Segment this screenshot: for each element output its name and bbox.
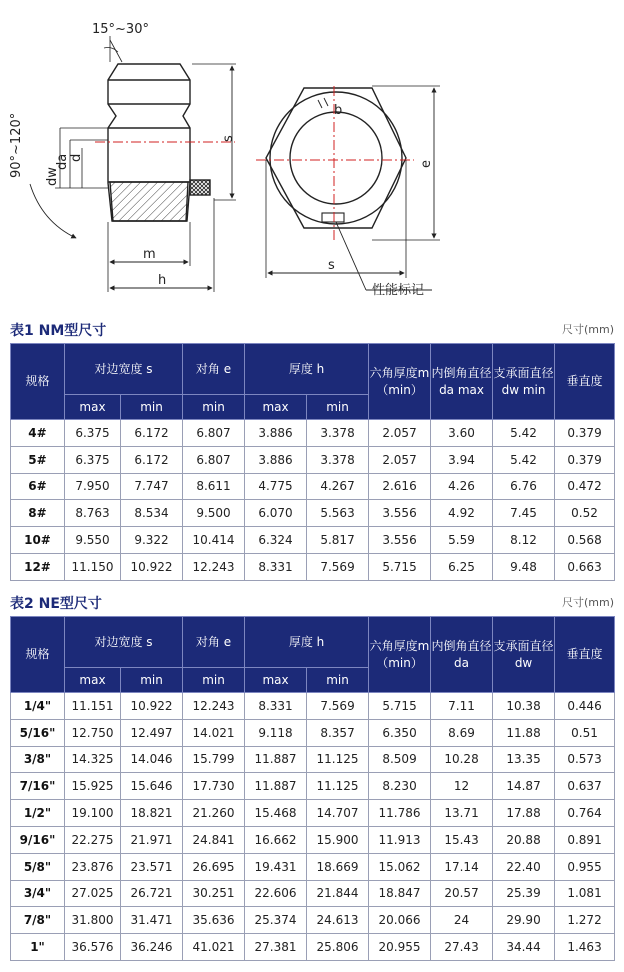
value-cell: 0.472 [555, 473, 615, 500]
value-cell: 10.922 [121, 553, 183, 580]
dim-d-label: d [69, 153, 84, 162]
table2-title-row [10, 591, 614, 613]
value-cell: 9.118 [245, 719, 307, 746]
value-cell: 5.817 [307, 527, 369, 554]
table1-title: 表1 NM型尺寸 [10, 323, 107, 339]
table-row [11, 907, 615, 934]
value-cell: 5.42 [493, 420, 555, 447]
value-cell: 4.26 [431, 473, 493, 500]
col-h: 厚度 h [245, 344, 369, 395]
value-cell: 3.378 [307, 446, 369, 473]
value-cell: 0.663 [555, 553, 615, 580]
value-cell: 15.468 [245, 800, 307, 827]
value-cell: 25.374 [245, 907, 307, 934]
value-cell: 15.646 [121, 773, 183, 800]
value-cell: 8.69 [431, 719, 493, 746]
value-cell: 10.38 [493, 693, 555, 720]
col-h: 厚度 h [245, 617, 369, 668]
value-cell: 0.568 [555, 527, 615, 554]
col-s: 对边宽度 s [65, 344, 183, 395]
value-cell: 9.500 [183, 500, 245, 527]
value-cell: 7.45 [493, 500, 555, 527]
col-e-min: min [183, 668, 245, 693]
col-s: 对边宽度 s [65, 617, 183, 668]
table-row [11, 500, 615, 527]
hatched-section [110, 182, 188, 221]
value-cell: 20.955 [369, 934, 431, 961]
value-cell: 5.563 [307, 500, 369, 527]
value-cell: 14.046 [121, 746, 183, 773]
value-cell: 11.150 [65, 553, 121, 580]
value-cell: 11.786 [369, 800, 431, 827]
value-cell: 6.807 [183, 420, 245, 447]
value-cell: 27.381 [245, 934, 307, 961]
value-cell: 0.51 [555, 719, 615, 746]
value-cell: 41.021 [183, 934, 245, 961]
value-cell: 3.886 [245, 420, 307, 447]
value-cell: 8.331 [245, 693, 307, 720]
table1-unit: 尺寸(mm) [561, 323, 614, 336]
value-cell: 15.925 [65, 773, 121, 800]
value-cell: 9.322 [121, 527, 183, 554]
value-cell: 4.92 [431, 500, 493, 527]
value-cell: 3.556 [369, 500, 431, 527]
value-cell: 22.606 [245, 880, 307, 907]
value-cell: 7.569 [307, 553, 369, 580]
dim-da-label: da [55, 153, 70, 170]
value-cell: 11.887 [245, 746, 307, 773]
value-cell: 8.509 [369, 746, 431, 773]
value-cell: 5.59 [431, 527, 493, 554]
table-row [11, 773, 615, 800]
value-cell: 2.616 [369, 473, 431, 500]
value-cell: 15.062 [369, 853, 431, 880]
value-cell: 17.88 [493, 800, 555, 827]
col-dw: 支承面直径dw [493, 617, 555, 693]
col-perp: 垂直度 [555, 617, 615, 693]
value-cell: 3.378 [307, 420, 369, 447]
angle-top-label: 15°~30° [92, 22, 149, 37]
table-row [11, 420, 615, 447]
value-cell: 6.350 [369, 719, 431, 746]
value-cell: 25.806 [307, 934, 369, 961]
value-cell: 0.52 [555, 500, 615, 527]
spec-cell: 3/4" [11, 880, 65, 907]
value-cell: 8.331 [245, 553, 307, 580]
value-cell: 14.021 [183, 719, 245, 746]
value-cell: 7.11 [431, 693, 493, 720]
value-cell: 12.750 [65, 719, 121, 746]
col-h-min: min [307, 395, 369, 420]
col-s-min: min [121, 668, 183, 693]
value-cell: 12.243 [183, 693, 245, 720]
value-cell: 18.821 [121, 800, 183, 827]
value-cell: 0.764 [555, 800, 615, 827]
spec-cell: 5/16" [11, 719, 65, 746]
value-cell: 11.151 [65, 693, 121, 720]
value-cell: 1.463 [555, 934, 615, 961]
value-cell: 30.251 [183, 880, 245, 907]
col-da: 内倒角直径da max [431, 344, 493, 420]
value-cell: 24.841 [183, 826, 245, 853]
value-cell: 10.922 [121, 693, 183, 720]
value-cell: 11.913 [369, 826, 431, 853]
nut-technical-drawing [0, 0, 624, 305]
value-cell: 26.695 [183, 853, 245, 880]
dim-s-front-label: s [328, 258, 335, 273]
value-cell: 4.775 [245, 473, 307, 500]
value-cell: 11.125 [307, 773, 369, 800]
value-cell: 9.550 [65, 527, 121, 554]
value-cell: 0.637 [555, 773, 615, 800]
value-cell: 6.25 [431, 553, 493, 580]
spec-cell: 5# [11, 446, 65, 473]
dim-m-label: m [143, 247, 156, 262]
value-cell: 3.556 [369, 527, 431, 554]
value-cell: 23.876 [65, 853, 121, 880]
angle-side-label: 90°~120° [9, 112, 24, 178]
table-row [11, 800, 615, 827]
value-cell: 15.799 [183, 746, 245, 773]
value-cell: 5.715 [369, 693, 431, 720]
value-cell: 0.379 [555, 446, 615, 473]
value-cell: 12.243 [183, 553, 245, 580]
table-row [11, 746, 615, 773]
value-cell: 15.900 [307, 826, 369, 853]
nylon-insert [190, 180, 210, 195]
table-row [11, 934, 615, 961]
value-cell: 21.971 [121, 826, 183, 853]
value-cell: 8.12 [493, 527, 555, 554]
value-cell: 10.414 [183, 527, 245, 554]
value-cell: 12 [431, 773, 493, 800]
spec-cell: 6# [11, 473, 65, 500]
spec-cell: 4# [11, 420, 65, 447]
value-cell: 35.636 [183, 907, 245, 934]
value-cell: 3.886 [245, 446, 307, 473]
value-cell: 8.763 [65, 500, 121, 527]
value-cell: 6.172 [121, 446, 183, 473]
value-cell: 6.76 [493, 473, 555, 500]
value-cell: 14.325 [65, 746, 121, 773]
col-spec: 规格 [11, 617, 65, 693]
col-dw: 支承面直径dw min [493, 344, 555, 420]
col-e-min: min [183, 395, 245, 420]
spec-cell: 9/16" [11, 826, 65, 853]
value-cell: 6.324 [245, 527, 307, 554]
dim-s-side-label: s [221, 135, 236, 142]
value-cell: 3.94 [431, 446, 493, 473]
value-cell: 0.891 [555, 826, 615, 853]
table1-title-row [10, 318, 614, 340]
table-row [11, 446, 615, 473]
table2-title: 表2 NE型尺寸 [10, 596, 102, 612]
value-cell: 8.534 [121, 500, 183, 527]
value-cell: 6.375 [65, 446, 121, 473]
value-cell: 11.88 [493, 719, 555, 746]
col-h-max: max [245, 668, 307, 693]
value-cell: 14.87 [493, 773, 555, 800]
table-row [11, 553, 615, 580]
value-cell: 18.847 [369, 880, 431, 907]
value-cell: 11.887 [245, 773, 307, 800]
col-perp: 垂直度 [555, 344, 615, 420]
value-cell: 4.267 [307, 473, 369, 500]
value-cell: 7.569 [307, 693, 369, 720]
value-cell: 2.057 [369, 420, 431, 447]
value-cell: 17.14 [431, 853, 493, 880]
col-e: 对角 e [183, 344, 245, 395]
value-cell: 13.35 [493, 746, 555, 773]
value-cell: 20.57 [431, 880, 493, 907]
spec-cell: 3/8" [11, 746, 65, 773]
col-s-max: max [65, 668, 121, 693]
spec-cell: 1/2" [11, 800, 65, 827]
value-cell: 3.60 [431, 420, 493, 447]
value-cell: 6.375 [65, 420, 121, 447]
table-row [11, 473, 615, 500]
value-cell: 20.88 [493, 826, 555, 853]
table2-ne-dimensions [10, 616, 615, 961]
value-cell: 21.260 [183, 800, 245, 827]
dim-e-label: e [419, 160, 434, 168]
col-s-min: min [121, 395, 183, 420]
value-cell: 5.715 [369, 553, 431, 580]
value-cell: 5.42 [493, 446, 555, 473]
value-cell: 13.71 [431, 800, 493, 827]
value-cell: 11.125 [307, 746, 369, 773]
value-cell: 12.497 [121, 719, 183, 746]
spec-cell: 12# [11, 553, 65, 580]
value-cell: 24 [431, 907, 493, 934]
spec-cell: 8# [11, 500, 65, 527]
col-da: 内倒角直径da [431, 617, 493, 693]
table-row [11, 826, 615, 853]
value-cell: 36.576 [65, 934, 121, 961]
value-cell: 26.721 [121, 880, 183, 907]
col-m: 六角厚度m（min） [369, 344, 431, 420]
value-cell: 0.379 [555, 420, 615, 447]
table-row [11, 693, 615, 720]
dim-b-label: b [334, 103, 343, 118]
value-cell: 17.730 [183, 773, 245, 800]
value-cell: 7.950 [65, 473, 121, 500]
dim-h-label: h [158, 273, 167, 288]
value-cell: 2.057 [369, 446, 431, 473]
col-h-max: max [245, 395, 307, 420]
marking-label: 性能标记 [372, 283, 425, 298]
table1-body [11, 420, 615, 581]
col-s-max: max [65, 395, 121, 420]
value-cell: 20.066 [369, 907, 431, 934]
table-row [11, 719, 615, 746]
value-cell: 15.43 [431, 826, 493, 853]
value-cell: 24.613 [307, 907, 369, 934]
value-cell: 10.28 [431, 746, 493, 773]
value-cell: 1.272 [555, 907, 615, 934]
value-cell: 19.100 [65, 800, 121, 827]
spec-cell: 7/16" [11, 773, 65, 800]
value-cell: 27.43 [431, 934, 493, 961]
value-cell: 1.081 [555, 880, 615, 907]
value-cell: 19.431 [245, 853, 307, 880]
value-cell: 25.39 [493, 880, 555, 907]
spec-cell: 10# [11, 527, 65, 554]
value-cell: 27.025 [65, 880, 121, 907]
value-cell: 6.172 [121, 420, 183, 447]
value-cell: 18.669 [307, 853, 369, 880]
value-cell: 0.573 [555, 746, 615, 773]
spec-cell: 1" [11, 934, 65, 961]
col-e: 对角 e [183, 617, 245, 668]
value-cell: 8.611 [183, 473, 245, 500]
value-cell: 14.707 [307, 800, 369, 827]
value-cell: 7.747 [121, 473, 183, 500]
table1-nm-dimensions [10, 343, 615, 581]
col-spec: 规格 [11, 344, 65, 420]
table2-body [11, 693, 615, 961]
col-m: 六角厚度m（min） [369, 617, 431, 693]
dim-dw-label: dw [45, 167, 60, 186]
value-cell: 29.90 [493, 907, 555, 934]
value-cell: 36.246 [121, 934, 183, 961]
value-cell: 21.844 [307, 880, 369, 907]
table-row [11, 527, 615, 554]
value-cell: 8.357 [307, 719, 369, 746]
value-cell: 0.955 [555, 853, 615, 880]
value-cell: 31.800 [65, 907, 121, 934]
value-cell: 23.571 [121, 853, 183, 880]
value-cell: 9.48 [493, 553, 555, 580]
value-cell: 22.275 [65, 826, 121, 853]
value-cell: 0.446 [555, 693, 615, 720]
value-cell: 16.662 [245, 826, 307, 853]
table2-unit: 尺寸(mm) [561, 596, 614, 609]
spec-cell: 1/4" [11, 693, 65, 720]
value-cell: 34.44 [493, 934, 555, 961]
value-cell: 8.230 [369, 773, 431, 800]
col-h-min: min [307, 668, 369, 693]
value-cell: 31.471 [121, 907, 183, 934]
table-row [11, 853, 615, 880]
spec-cell: 5/8" [11, 853, 65, 880]
value-cell: 22.40 [493, 853, 555, 880]
value-cell: 6.070 [245, 500, 307, 527]
spec-cell: 7/8" [11, 907, 65, 934]
table-row [11, 880, 615, 907]
value-cell: 6.807 [183, 446, 245, 473]
